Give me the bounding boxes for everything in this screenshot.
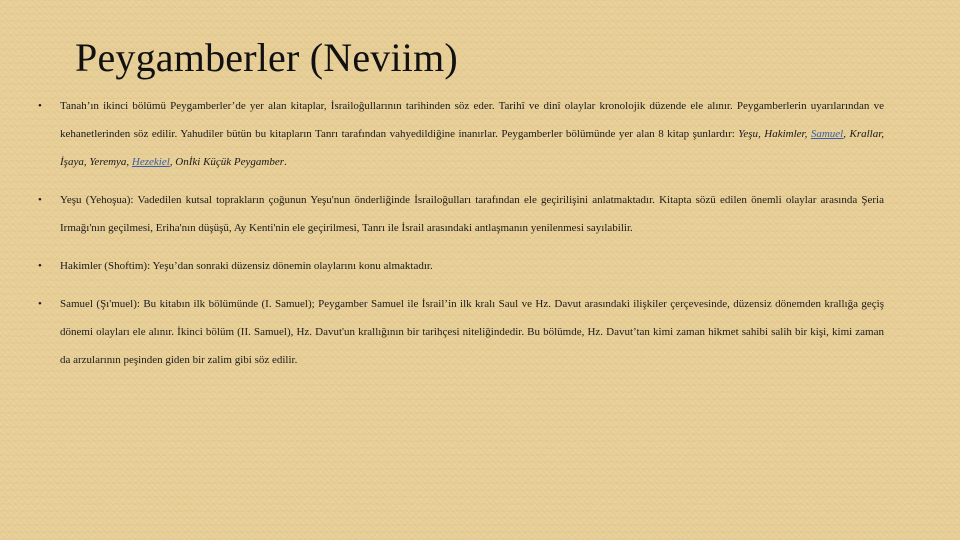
book-yeremya: Yeremya bbox=[89, 156, 127, 168]
book-hakimler: Hakimler bbox=[764, 128, 805, 140]
list-item-yesu bbox=[38, 186, 884, 242]
item-text: Samuel (Şı'muel): Bu kitabın ilk bölümünde (I. Samuel); Peygamber Samuel ile İsrail’in ilk kralı Saul ve Hz. Davut arasındaki ilişkiler çerçevesinde, düzensiz dönemden krallığa geçiş dönemi olayları ele alınır. İkinci bölüm (II. Samuel), Hz. Davut'un krallığının bir tarihçesi niteliğindedir. Bu bölümde, Hz. Davut’tan kimi zaman hikmet sahibi salih bir kişi, kimi zaman da arzularının peşinden giden bir zalim gibi söz edilir. bbox=[60, 298, 884, 366]
list-item-samuel bbox=[38, 290, 884, 374]
slide-title: Peygamberler (Neviim) bbox=[75, 35, 458, 80]
book-yesu: Yeşu bbox=[738, 128, 759, 140]
item-text: Hakimler (Shoftim): Yeşu’dan sonraki düzensiz dönemin olaylarını konu almaktadır. bbox=[60, 260, 433, 272]
bullet-icon: • bbox=[38, 100, 42, 112]
bullet-list bbox=[38, 92, 884, 384]
book-krallar: Krallar bbox=[849, 128, 882, 140]
link-samuel[interactable]: Samuel bbox=[810, 128, 844, 140]
list-item-hakimler bbox=[38, 252, 884, 280]
link-hezekiel[interactable]: Hezekiel bbox=[131, 156, 170, 168]
bullet-icon: • bbox=[38, 260, 42, 272]
list-item-tanah: • Tanah’ın ikinci bölümü Peygamberler’de yer alan kitaplar, İsrailoğullarının tarihinden söz eder. Tarihî ve dinî olaylar kronolojik düzende ele alınır. Peygamberlerin uyarılarından ve kehanetlerinden söz edilir. Yahudiler bütün bu kitapların Tanrı tarafından vahyedildiğine inanırlar. Peygamberler bölümünde yer alan 8 kitap şunlardır: Yeşu, Hakimler, Samuel, Krallar, İşaya, Yeremya, Hezekiel, Onİki Küçük Peygamber. bbox=[38, 92, 884, 176]
book-kucuk-peygamber: Onİki Küçük Peygamber bbox=[175, 156, 285, 168]
item-text: Yeşu (Yehoşua): Vadedilen kutsal toprakların çoğunun Yeşu'nun önderliğinde İsrailoğulları tarafından ele geçirilişini anlatmaktadır. Kitapta sözü edilen önemli olaylar arasında Şeria Irmağı'nın geçilmesi, Eriha'nın düşüşü, Ay Kenti'nin ele geçirilmesi, Tanrı ile İsrail arasındaki antlaşmanın yenilenmesi sayılabilir. bbox=[60, 194, 884, 234]
bullet-icon: • bbox=[38, 298, 42, 310]
bullet-icon: • bbox=[38, 194, 42, 206]
item-text: Tanah’ın ikinci bölümü Peygamberler’de yer alan kitaplar, İsrailoğullarının tarihinden söz eder. Tarihî ve dinî olaylar kronolojik düzende ele alınır. Peygamberlerin uyarılarından ve kehanetlerinden söz edilir. Yahudiler bütün bu kitapların Tanrı tarafından vahyedildiğine inanırlar. Peygamberler bölümünde yer alan 8 kitap şunlardır: bbox=[60, 100, 884, 140]
book-isaya: İşaya bbox=[60, 156, 84, 168]
